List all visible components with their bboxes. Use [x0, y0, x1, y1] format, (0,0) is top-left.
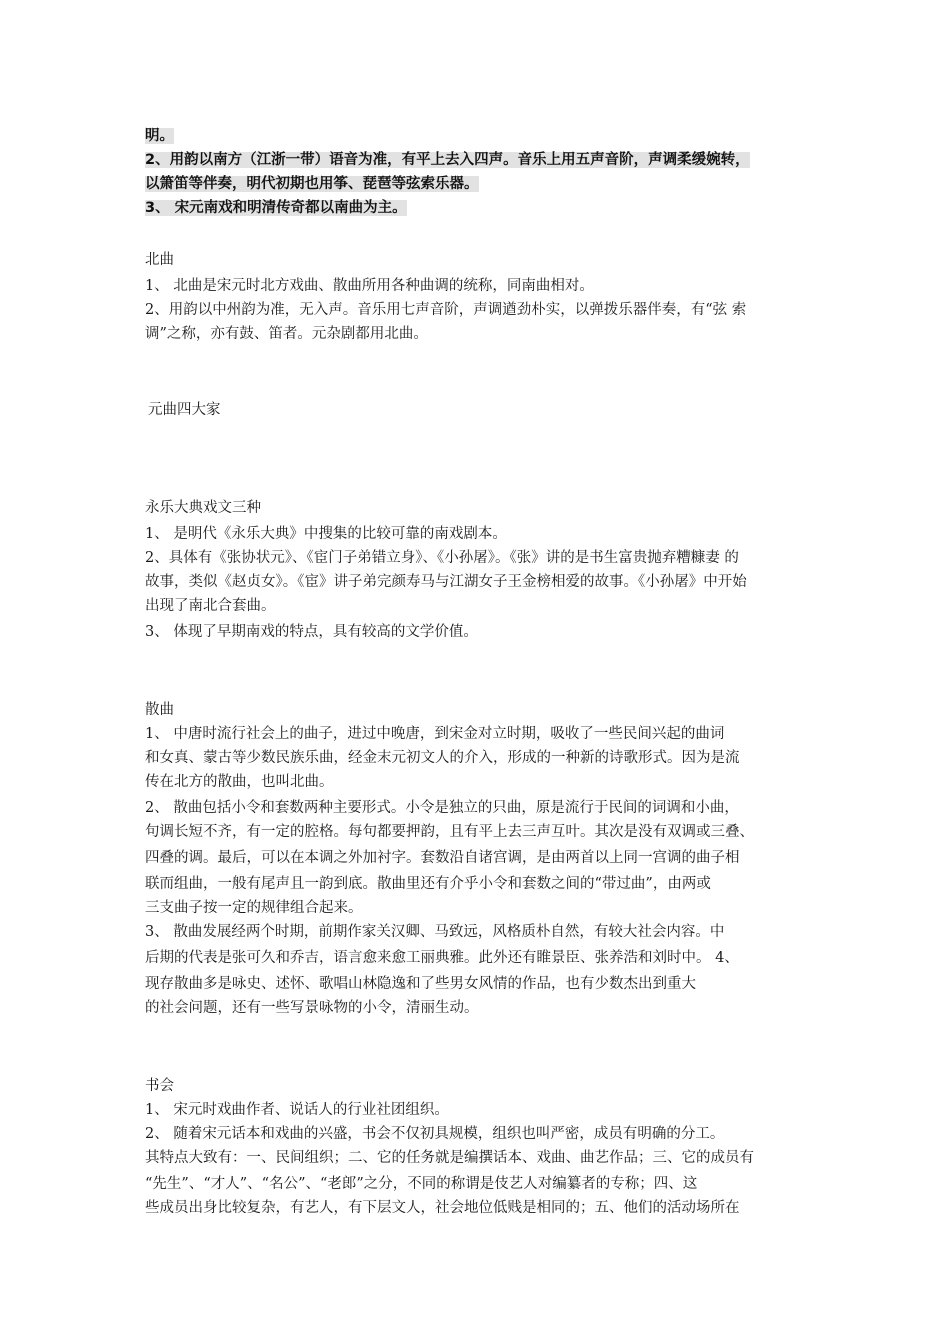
nanqu-line-3: 以箫笛等伴奏，明代初期也用筝、琵琶等弦索乐器。	[145, 176, 479, 192]
shuhui-line-3: 其特点大致有：一、民间组织；二、它的任务就是编撰话本、戏曲、曲艺作品；三、它的成员有	[145, 1150, 754, 1166]
shuhui-heading: 书会	[145, 1078, 174, 1094]
yongle-line-4: 出现了南北合套曲。	[145, 598, 276, 614]
sanqu-line-11: 现存散曲多是咏史、述怀、歌唱山林隐逸和了些男女风情的作品，也有少数杰出到重大	[145, 976, 696, 992]
shuhui-line-4: “先生”、“才人”、“名公”、“老郎”之分，不同的称谓是伎艺人对编纂者的专称；四、这	[145, 1176, 698, 1192]
sanqu-line-4: 2、 散曲包括小令和套数两种主要形式。小令是独立的只曲，原是流行于民间的词调和小曲，	[145, 800, 739, 816]
beiqu-heading: 北曲	[145, 252, 174, 268]
sanqu-line-10: 后期的代表是张可久和乔吉，语言愈来愈工丽典雅。此外还有睢景臣、张养浩和刘时中。 4、	[145, 950, 739, 966]
shuhui-line-5: 些成员出身比较复杂，有艺人，有下层文人，社会地位低贱是相同的；五、他们的活动场所在	[145, 1200, 740, 1216]
sanqu-line-5: 句调长短不齐，有一定的腔格。每句都要押韵，且有平上去三声互叶。其次是没有双调或三叠、	[145, 824, 754, 840]
sanqu-line-8: 三支曲子按一定的规律组合起来。	[145, 900, 363, 916]
beiqu-line-1: 1、 北曲是宋元时北方戏曲、散曲所用各种曲调的统称，同南曲相对。	[145, 278, 594, 294]
yongle-line-1: 1、 是明代《永乐大典》中搜集的比较可靠的南戏剧本。	[145, 526, 507, 542]
yuanqu-heading: 元曲四大家	[148, 402, 221, 418]
shuhui-line-1: 1、 宋元时戏曲作者、说话人的行业社团组织。	[145, 1102, 449, 1118]
sanqu-line-9: 3、 散曲发展经两个时期，前期作家关汉卿、马致远，风格质朴自然，有较大社会内容。中	[145, 924, 725, 940]
shuhui-line-2: 2、 随着宋元话本和戏曲的兴盛，书会不仅初具规模，组织也叫严密，成员有明确的分工。	[145, 1126, 725, 1142]
nanqu-line-1: 明。	[145, 128, 174, 144]
beiqu-line-2: 2、用韵以中州韵为准，无入声。音乐用七声音阶，声调遒劲朴实，以弹拨乐器伴奏，有“弦 索	[145, 302, 747, 318]
yongle-line-5: 3、 体现了早期南戏的特点，具有较高的文学价值。	[145, 624, 478, 640]
sanqu-line-7: 联而组曲，一般有尾声且一韵到底。散曲里还有介乎小令和套数之间的“带过曲”，由两或	[145, 876, 711, 892]
sanqu-line-12: 的社会问题，还有一些写景咏物的小令，清丽生动。	[145, 1000, 479, 1016]
yongle-line-3: 故事，类似《赵贞女》。《宦》讲子弟完颜寿马与江湖女子王金榜相爱的故事。《小孙屠》中开始	[145, 574, 747, 590]
beiqu-line-3: 调”之称，亦有鼓、笛者。元杂剧都用北曲。	[145, 326, 428, 342]
sanqu-heading: 散曲	[145, 702, 174, 718]
sanqu-line-6: 四叠的调。最后，可以在本调之外加衬字。套数沿自诸宫调，是由两首以上同一宫调的曲子相	[145, 850, 740, 866]
nanqu-line-4: 3、 宋元南戏和明清传奇都以南曲为主。	[145, 200, 407, 216]
yongle-line-2: 2、具体有《张协状元》、《宦门子弟错立身》、《小孙屠》。《张》讲的是书生富贵抛弃糟糠妻 的	[145, 550, 739, 566]
sanqu-line-1: 1、 中唐时流行社会上的曲子，进过中晚唐，到宋金对立时期，吸收了一些民间兴起的曲词	[145, 726, 725, 742]
nanqu-continuation	[145, 124, 825, 148]
nanqu-line-2: 2、用韵以南方（江浙一带）语音为准，有平上去入四声。音乐上用五声音阶，声调柔缓婉转，	[145, 152, 750, 168]
sanqu-line-3: 传在北方的散曲，也叫北曲。	[145, 774, 334, 790]
sanqu-line-2: 和女真、蒙古等少数民族乐曲，经金末元初文人的介入，形成的一种新的诗歌形式。因为是流	[145, 750, 740, 766]
yongle-heading: 永乐大典戏文三种	[145, 500, 261, 516]
